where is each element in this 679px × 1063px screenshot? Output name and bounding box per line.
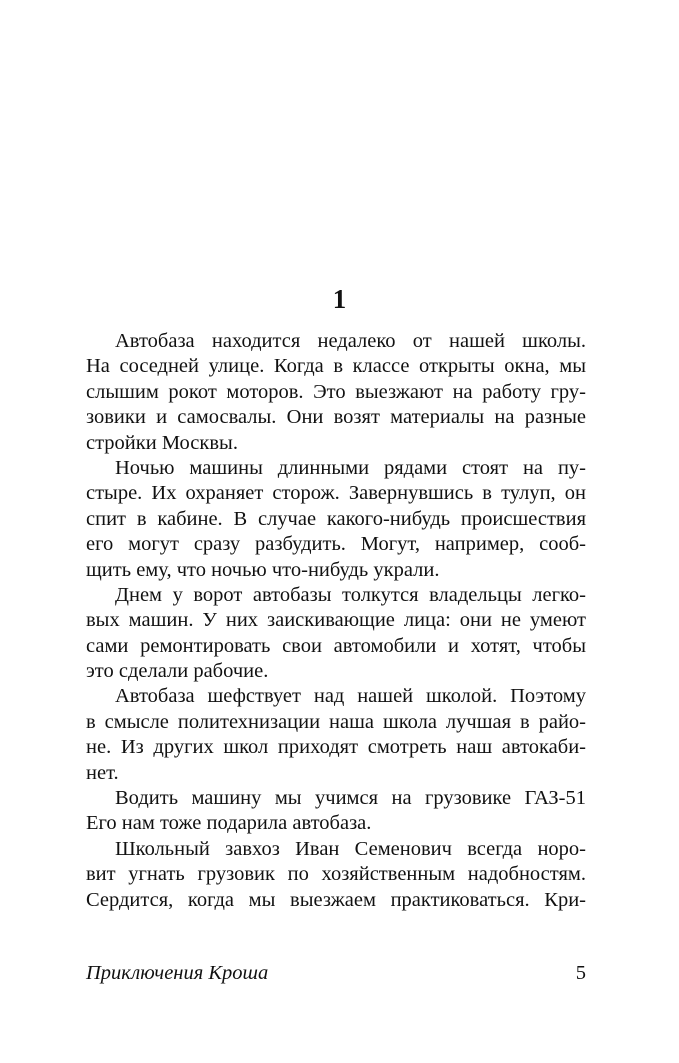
paragraph xyxy=(86,837,586,913)
paragraph xyxy=(86,329,586,456)
text-line: сами ремонтировать свои автомобили и хотят, чтобы xyxy=(86,634,586,657)
body-text xyxy=(86,329,586,913)
text-line: не. Из других школ приходят смотреть наш автокаби- xyxy=(86,736,586,759)
text-line: Автобаза находится недалеко от нашей школы. xyxy=(115,330,586,352)
text-line: Школьный завхоз Иван Семенович всегда норо- xyxy=(115,837,586,860)
text-line: это сделали рабочие. xyxy=(86,660,269,683)
text-line: зовики и самосвалы. Они возят материалы на разные xyxy=(86,406,586,429)
paragraph xyxy=(86,684,586,786)
text-line: Автобаза шефствует над нашей школой. Поэтому xyxy=(115,685,586,708)
chapter-number: 1 xyxy=(332,284,347,314)
text-line: Водить машину мы учимся на грузовике ГАЗ-51 xyxy=(115,787,586,810)
text-line: Его нам тоже подарила автобаза. xyxy=(86,812,372,835)
text-line: Днем у ворот автобазы толкутся владельцы легко- xyxy=(115,583,586,606)
paragraph xyxy=(86,456,586,583)
text-line: спит в кабине. В случае какого-нибудь происшествия xyxy=(86,507,586,530)
text-line: нет. xyxy=(86,761,119,784)
text-line: слышим рокот моторов. Это выезжают на работу гру- xyxy=(86,380,586,403)
text-line: в смысле политехнизации наша школа лучшая в райо- xyxy=(86,710,586,733)
page-number: 5 xyxy=(575,962,586,984)
text-line: Ночью машины длинными рядами стоят на пу- xyxy=(115,456,586,479)
text-line: вит угнать грузовик по хозяйственным надобностям. xyxy=(86,863,586,886)
page-footer xyxy=(86,962,586,990)
text-line: щить ему, что ночью что-нибудь украли. xyxy=(86,558,440,581)
text-line: Сердится, когда мы выезжаем практиковаться. Кри- xyxy=(86,888,586,911)
text-line: вых машин. У них заискивающие лица: они не умеют xyxy=(86,609,586,632)
paragraph xyxy=(86,786,586,837)
text-line: его могут сразу разбудить. Могут, например, сооб- xyxy=(86,533,586,556)
text-line: стыре. Их охраняет сторож. Завернувшись в тулуп, он xyxy=(86,482,586,505)
text-line: стройки Москвы. xyxy=(86,431,238,454)
text-line: На соседней улице. Когда в классе открыты окна, мы xyxy=(86,355,586,378)
paragraph xyxy=(86,583,586,685)
running-title: Приключения Кроша xyxy=(86,962,269,984)
